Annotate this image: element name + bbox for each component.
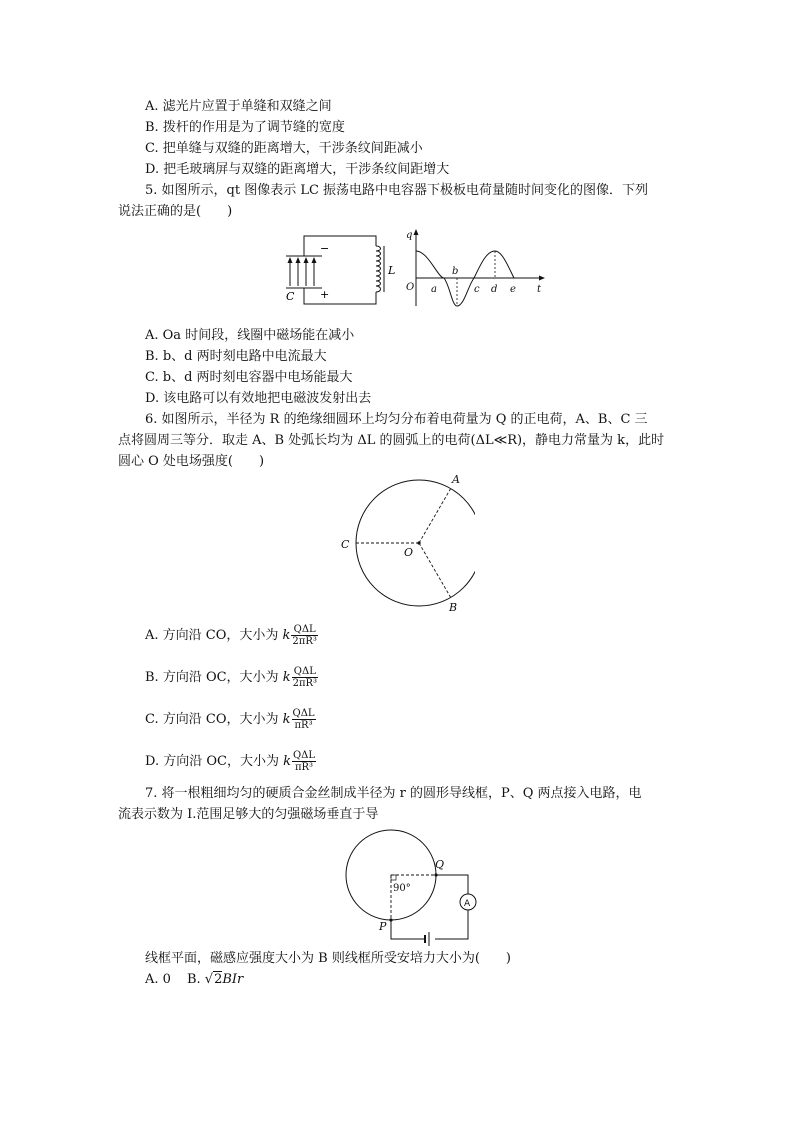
q5-stem-line2: 说法正确的是( ) [118, 204, 233, 219]
minus-sign: − [320, 242, 330, 255]
q4-option-c: C. 把单缝与双缝的距离增大，干涉条纹间距减小 [145, 141, 423, 156]
q4-option-b: B. 拨杆的作用是为了调节缝的宽度 [145, 120, 345, 135]
point-q-label: Q [435, 858, 445, 871]
q5-option-c: C. b、d 两时刻电容器中电场能最大 [145, 370, 353, 385]
q5-option-a: A. Oa 时间段，线圈中磁场能在减小 [145, 328, 355, 343]
q4-option-a: A. 滤光片应置于单缝和双缝之间 [145, 99, 332, 114]
q7-options [145, 971, 243, 989]
q5-option-d: D. 该电路可以有效地把电磁波发射出去 [145, 391, 372, 406]
q6-stem-line3: 圆心 O 处电场强度( ) [118, 454, 265, 469]
q4-option-d: D. 把毛玻璃屏与双缝的距离增大，干涉条纹间距增大 [145, 162, 450, 177]
point-c-label: C [341, 538, 350, 551]
q6-option-a: A. 方向沿 CO，大小为 k $\frac{\text{QΔL}}{\text{2πR³}}$ [145, 624, 317, 647]
q7-stem-line1: 7. 将一根粗细均匀的硬质合金丝制成半径为 r 的圆形导线框，P、Q 两点接入电路，电 [145, 786, 642, 801]
ammeter-icon: A [464, 899, 471, 909]
q-t-graph [402, 226, 550, 310]
q-axis-label: q [406, 230, 413, 241]
origin-label: O [406, 282, 415, 293]
point-b-label: B [449, 601, 458, 614]
q5-option-b: B. b、d 两时刻电路中电流最大 [145, 349, 327, 364]
point-e-label: e [510, 284, 516, 295]
q7-stem-line3: 线框平面，磁感应强度大小为 B 则线框所受安培力大小为( ) [145, 951, 511, 966]
q7-stem-line2: 流表示数为 I.范围足够大的匀强磁场垂直于导 [118, 807, 379, 822]
q6-option-c: C. 方向沿 CO，大小为 k $\frac{\text{QΔL}}{\text{πR³}}$ [145, 708, 315, 731]
angle-label: 90° [393, 883, 411, 894]
plus-sign: + [320, 288, 330, 301]
q7-option-a: A. 0 [145, 972, 171, 987]
charged-ring-diagram [335, 470, 475, 618]
lc-circuit-diagram [278, 226, 398, 310]
point-b-label: b [452, 266, 459, 277]
t-axis-label: t [537, 284, 542, 295]
q5-stem-line1: 5. 如图所示，qt 图像表示 LC 振荡电路中电容器下极板电荷量随时间变化的图像．下列 [145, 183, 649, 198]
q6-stem-line2: 点将圆周三等分．取走 A、B 处弧长均为 ΔL 的圆弧上的电荷(ΔL≪R)，静电力常量为 k，此时 [118, 433, 665, 448]
inductor-label: L [388, 264, 396, 277]
q6-option-d: D. 方向沿 OC，大小为 k $\frac{\text{QΔL}}{\text{πR³}}$ [145, 750, 316, 773]
wire-loop-circuit-diagram [335, 824, 495, 946]
point-a-label: a [431, 284, 437, 295]
point-c-label: c [474, 284, 480, 295]
point-a-label: A [452, 473, 460, 486]
capacitor-label: C [286, 290, 295, 303]
point-p-label: P [379, 920, 387, 933]
point-d-label: d [491, 284, 498, 295]
q7-option-b: B. √2BIr [186, 972, 244, 987]
q6-stem-line1: 6. 如图所示，半径为 R 的绝缘细圆环上均匀分布着电荷量为 Q 的正电荷，A、B、C 三 [145, 412, 648, 427]
q6-option-b: B. 方向沿 OC，大小为 k $\frac{\text{QΔL}}{\text{2πR³}}$ [145, 666, 318, 689]
center-o-label: O [404, 546, 414, 559]
